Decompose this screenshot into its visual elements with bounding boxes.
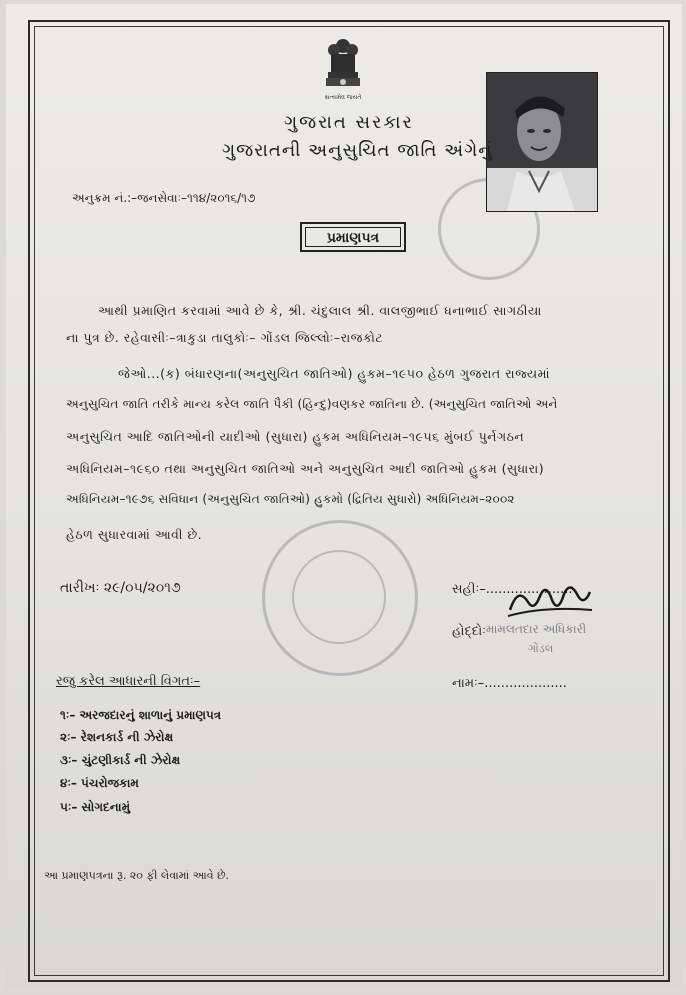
applicant-photo xyxy=(486,72,598,212)
name-label: નામઃ–.................... xyxy=(452,676,567,691)
office-stamp: ગોંડલ xyxy=(528,642,554,655)
fee-note: આ પ્રમાણપત્રના રૂ. ૨૦ ફી લેવામાં આવે છે. xyxy=(44,869,230,882)
body-line-6: અધિનિયમ–૧૯૬૦ તથા અનુસુચિત જાતિઓ અને અનુસુચિત આદી જાતિઓ હુકમ (સુધારા) xyxy=(66,461,545,476)
body-line-8: હેઠળ સુધારવામાં આવી છે. xyxy=(66,527,203,542)
certificate-title: પ્રમાણપત્ર xyxy=(305,227,401,247)
emblem-caption: સત્યમેવ જયતે xyxy=(324,94,362,101)
national-emblem-icon xyxy=(322,36,364,104)
body-line-1: આથી પ્રમાણિત કરવામાં આવે છે કે, શ્રી. ચંદુલાલ શ્રી. વાલજીભાઈ ધનાભાઈ સાગઠીયા xyxy=(98,303,542,318)
signature-label: સહીઃ–..................... xyxy=(452,582,573,597)
body-line-2: ના પુત્ર છે. રહેવાસીઃ–ત્રાકુડા તાલુકોઃ– ગોંડલ જિલ્લોઃ–રાજકોટ xyxy=(66,330,384,345)
body-line-3: જેઓ...(ક) બંધારણના(અનુસુચિત જાતિઓ) હુકમ–૧૯૫૦ હેઠળ ગુજરાત રાજ્યમાં xyxy=(118,366,551,381)
header-government: ગુજરાત સરકાર xyxy=(284,112,414,133)
document-item-4: ૪ઃ– પંચરોજકામ xyxy=(60,776,139,790)
body-line-5: અનુસુચિત આદિ જાતિઓની યાદીઓ (સુધારા) હુકમ અધિનિયમ–૧૯૫૬ મુંબઈ પુર્નગઠન xyxy=(66,429,525,444)
body-line-4: અનુસુચિત જાતિ તરીકે માન્ય કરેલ જાતિ પૈકી (હિન્દુ)વણકર જાતિના છે. (અનુસુચિત જાતિઓ અને xyxy=(66,397,558,411)
certificate-title-box xyxy=(300,222,406,252)
designation-stamp: મામલતદાર અધિકારી xyxy=(486,622,587,636)
document-item-2: ૨ઃ– રેશનકાર્ડ ની ઝેરોક્ષ xyxy=(60,730,174,744)
handwritten-signature xyxy=(504,576,594,626)
body-line-7: અધિનિયમ–૧૯૭૬ સવિધાન (અનુસુચિત જાતિઓ) હુકમો (દ્રિતિય સુધારો) અધિનિયમ–૨૦૦૨ xyxy=(66,492,515,506)
designation-label: હોદ્દોઃ xyxy=(452,624,487,639)
document-item-5: ૫ઃ– સોગદનામું xyxy=(60,800,131,814)
official-seal-inner xyxy=(292,550,386,644)
issue-date: તારીખઃ ૨૯/૦૫/૨૦૧૭ xyxy=(60,580,181,596)
reference-number: અનુક્રમ નં.:–જનસેવાઃ–૧૧૪/૨૦૧૬/૧૭ xyxy=(72,191,256,205)
document-item-3: ૩ઃ– ચુંટણીકાર્ડ ની ઝેરોક્ષ xyxy=(60,753,181,767)
documents-heading: રજુ કરેલ આધારની વિગતઃ– xyxy=(56,674,201,689)
header-title: ગુજરાતની અનુસુચિત જાતિ અંગેનું xyxy=(222,140,493,161)
document-item-1: ૧ઃ– અરજદારનું શાળાનું પ્રમાણપત્ર xyxy=(60,708,222,722)
